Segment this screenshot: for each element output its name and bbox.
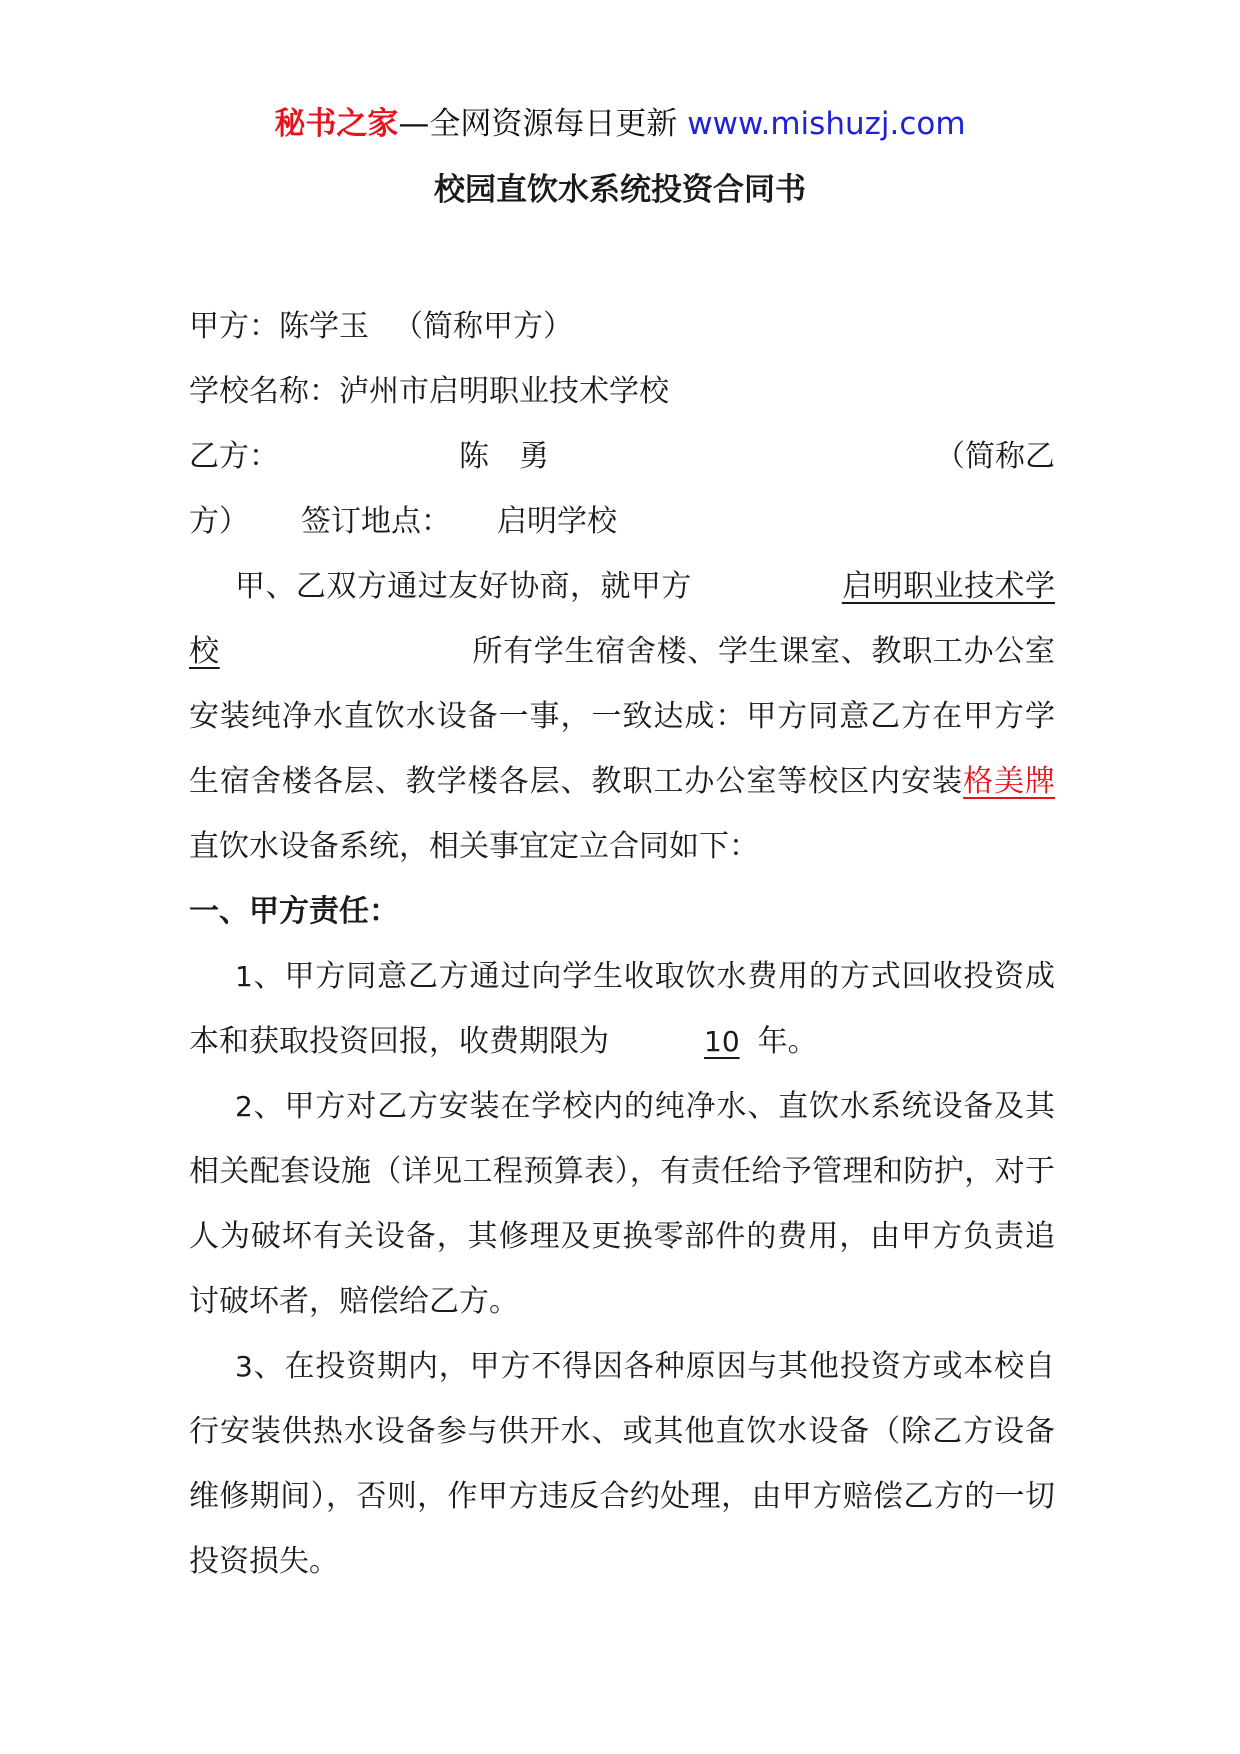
party-a-label: 甲方：: [189, 309, 279, 344]
intro-tail: 直饮水设备系统，相关事宜定立合同如下：: [189, 829, 759, 864]
location-label: 签订地点：: [301, 504, 451, 539]
clause-3-number: 3: [235, 1350, 253, 1383]
brand-name: 秘书之家: [274, 106, 399, 142]
term-years-field: [609, 1024, 758, 1059]
clause-1: [189, 944, 1055, 1074]
location-value: 启明学校: [497, 504, 617, 539]
party-b-note-end: 方）: [189, 504, 249, 539]
party-a-name: 陈学玉: [279, 309, 369, 344]
clause-2-text: 、甲方对乙方安装在学校内的纯净水、直饮水系统设备及其相关配套设施（详见工程预算表），有责任给予管理和防护，对于人为破坏有关设备，其修理及更换零部件的费用，由甲方负责追讨破坏者，赔偿给乙方。: [189, 1089, 1055, 1319]
school-line: [189, 359, 1055, 424]
school-name: 泸州市启明职业技术学校: [339, 374, 669, 409]
clause-1-number: 1: [235, 960, 253, 993]
term-years-value: 10: [704, 1025, 740, 1058]
brand-underline: 格美牌: [963, 764, 1056, 799]
site-header: [0, 100, 1240, 148]
site-url-link[interactable]: www.mishuzj.com: [687, 106, 966, 142]
clause-2-number: 2: [235, 1090, 253, 1123]
intro-lead: 甲、乙双方通过友好协商，就甲方: [235, 569, 692, 604]
party-b-note: （简称乙: [935, 439, 1055, 474]
party-a-line: [189, 294, 1055, 359]
school-underline-text-1: 启明职业技术: [841, 569, 1026, 604]
party-b-label: 乙方：: [189, 439, 279, 474]
contract-body: [189, 294, 1055, 1594]
clause-2: [189, 1074, 1055, 1334]
clause-1-text: 、甲方同意乙方通过向学生收取饮水费用的方式回收投资成本和获取投资回报，收费期限为: [189, 959, 1055, 1059]
party-b-name: 陈 勇: [459, 439, 549, 474]
party-b-location-line: [189, 489, 1055, 554]
contract-title: 校园直饮水系统投资合同书: [434, 172, 806, 208]
intro-text: 所有学生宿舍楼、学生课室、教职工办公室安装纯净水直饮水设备一事，一致达成：甲方同意乙方在甲方学生宿舍楼各层、教学楼各层、教职工办公室等校区内安装: [189, 634, 1056, 799]
clause-3-text: 、在投资期内，甲方不得因各种原因与其他投资方或本校自行安装供热水设备参与供开水、或其他直饮水设备（除乙方设备维修期间），否则，作甲方违反合约处理，由甲方赔偿乙方的一切投资损失。: [189, 1349, 1055, 1579]
header-tagline: —全网资源每日更新: [398, 106, 678, 142]
term-years-unit: 年。: [757, 1024, 818, 1059]
school-label: 学校名称：: [189, 374, 339, 409]
school-underline-text-2: 学校: [189, 569, 1056, 669]
intro-paragraph: [189, 554, 1055, 879]
party-b-line: [189, 424, 1055, 489]
section-heading-party-a-duties: 一、甲方责任：: [189, 894, 399, 929]
party-a-note: （简称甲方）: [393, 309, 573, 344]
clause-3: [189, 1334, 1055, 1594]
